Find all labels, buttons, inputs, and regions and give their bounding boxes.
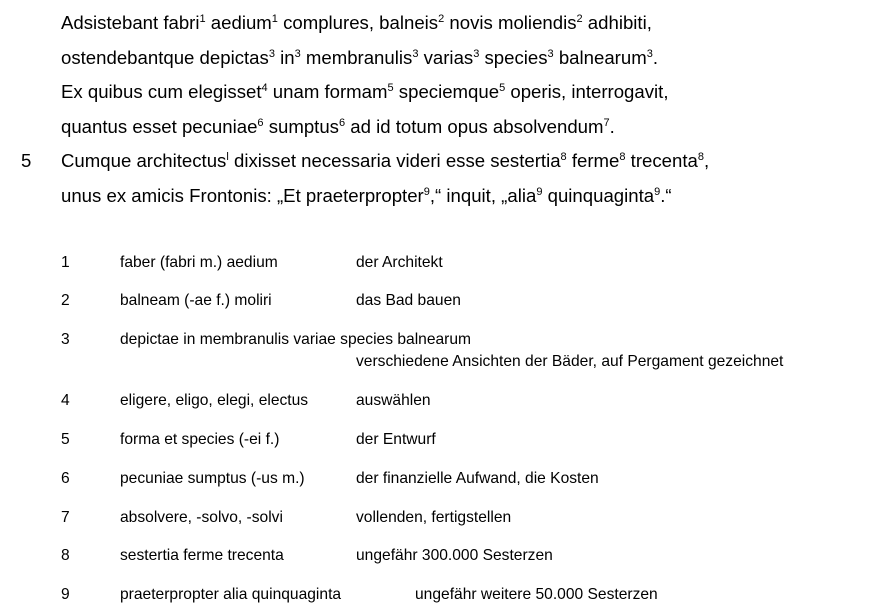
text-segment: dixisset necessaria videri esse sestertia: [228, 150, 561, 171]
text-segment: varias: [418, 46, 474, 68]
line-text: [61, 144, 709, 182]
footnote-marker: 1: [199, 13, 206, 25]
footnote-marker: 3: [412, 47, 419, 60]
vocab-latin: sestertia ferme trecenta: [120, 547, 284, 564]
text-segment: balnearum: [553, 46, 647, 68]
text-segment: trecenta: [625, 150, 698, 171]
text-segment: Adsistebant fabri: [61, 12, 200, 33]
text-segment: adhibiti,: [582, 12, 652, 33]
footnote-marker: 5: [499, 82, 506, 94]
vocab-latin: pecuniae sumptus (-us m.): [120, 470, 305, 487]
footnote-marker: 3: [547, 47, 554, 60]
footnote-marker: 3: [646, 47, 653, 60]
text-segment: ferme: [566, 150, 620, 171]
text-line: [0, 75, 873, 110]
vocab-number: 2: [61, 292, 70, 309]
footnote-marker: 1: [271, 13, 278, 25]
vocab-number: 6: [61, 470, 70, 487]
line-text: [61, 110, 615, 148]
line-text: [61, 41, 658, 79]
text-line: [0, 6, 873, 41]
vocab-latin: absolvere, -solvo, -solvi: [120, 509, 283, 526]
vocab-number: 4: [61, 392, 70, 409]
text-segment: .: [652, 46, 658, 68]
vocab-number: 9: [61, 586, 70, 603]
vocab-german: ungefähr 300.000 Sesterzen: [356, 547, 553, 564]
text-segment: novis moliendis: [444, 12, 577, 33]
vocab-german: auswählen: [356, 392, 431, 409]
footnote-marker: l: [226, 151, 229, 163]
text-segment: sumptus: [263, 115, 339, 137]
vocab-number: 3: [61, 331, 70, 348]
footnote-marker: 9: [654, 185, 661, 198]
text-segment: membranulis: [300, 46, 413, 68]
vocab-german: der Architekt: [356, 254, 443, 271]
text-segment: species: [479, 46, 548, 68]
footnote-marker: 3: [268, 47, 275, 60]
vocab-number: 1: [61, 254, 70, 271]
footnote-marker: 3: [473, 47, 480, 60]
vocab-latin: forma et species (-ei f.): [120, 431, 280, 448]
text-segment: speciemque: [393, 81, 500, 102]
text-segment: Cumque architectus: [61, 150, 227, 171]
text-segment: in: [274, 46, 295, 68]
vocab-number: 7: [61, 509, 70, 526]
text-segment: unus ex amicis Frontonis: „Et praeterpropter: [61, 184, 424, 206]
vocab-german: der finanzielle Aufwand, die Kosten: [356, 470, 599, 487]
line-text: [61, 6, 652, 44]
vocab-latin: eligere, eligo, elegi, electus: [120, 392, 309, 409]
footnote-marker: 9: [423, 185, 430, 198]
text-segment: complures, balneis: [277, 12, 439, 33]
vocab-german: verschiedene Ansichten der Bäder, auf Pergament gezeichnet: [356, 353, 784, 370]
text-segment: .“: [660, 184, 672, 206]
text-segment: .: [609, 115, 615, 137]
text-segment: ,: [703, 150, 710, 171]
text-line: [0, 110, 873, 145]
footnote-marker: 8: [560, 151, 567, 163]
footnote-marker: 8: [619, 151, 626, 163]
text-segment: unam formam: [267, 81, 388, 102]
vocab-number: 8: [61, 547, 70, 564]
text-segment: aedium: [205, 12, 272, 33]
text-segment: ostendebantque depictas: [61, 46, 269, 68]
footnote-marker: 7: [603, 116, 610, 129]
footnote-marker: 4: [261, 82, 268, 94]
vocab-latin: depictae in membranulis variae species balnearum: [120, 331, 472, 348]
text-segment: quinquaginta: [542, 184, 655, 206]
line-text: [61, 179, 672, 217]
text-line: [0, 41, 873, 76]
text-line: [0, 179, 873, 214]
vocab-number: 5: [61, 431, 70, 448]
text-line: [0, 144, 873, 179]
footnote-marker: 2: [438, 13, 445, 25]
text-segment: ,“ inquit, „alia: [429, 184, 537, 206]
vocab-german: der Entwurf: [356, 431, 436, 448]
vocab-german: vollenden, fertigstellen: [356, 509, 512, 526]
text-segment: quantus esset pecuniae: [61, 115, 258, 137]
footnote-marker: 3: [294, 47, 301, 60]
footnote-marker: 8: [697, 151, 704, 163]
vocab-german: ungefähr weitere 50.000 Sesterzen: [415, 586, 658, 603]
footnote-marker: 9: [536, 185, 543, 198]
vocab-latin: balneam (-ae f.) moliri: [120, 292, 272, 309]
line-number: 5: [21, 150, 32, 171]
latin-text: [0, 6, 873, 213]
text-segment: ad id totum opus absolvendum: [345, 115, 604, 137]
text-segment: Ex quibus cum elegisset: [61, 81, 262, 102]
vocab-german: das Bad bauen: [356, 292, 461, 309]
vocab-latin: faber (fabri m.) aedium: [120, 254, 278, 271]
footnote-marker: 6: [257, 116, 264, 129]
footnote-marker: 5: [387, 82, 394, 94]
text-segment: operis, interrogavit,: [505, 81, 669, 102]
line-text: [61, 75, 669, 113]
vocab-latin: praeterpropter alia quinquaginta: [120, 586, 342, 603]
footnote-marker: 2: [576, 13, 583, 25]
footnote-marker: 6: [338, 116, 346, 129]
